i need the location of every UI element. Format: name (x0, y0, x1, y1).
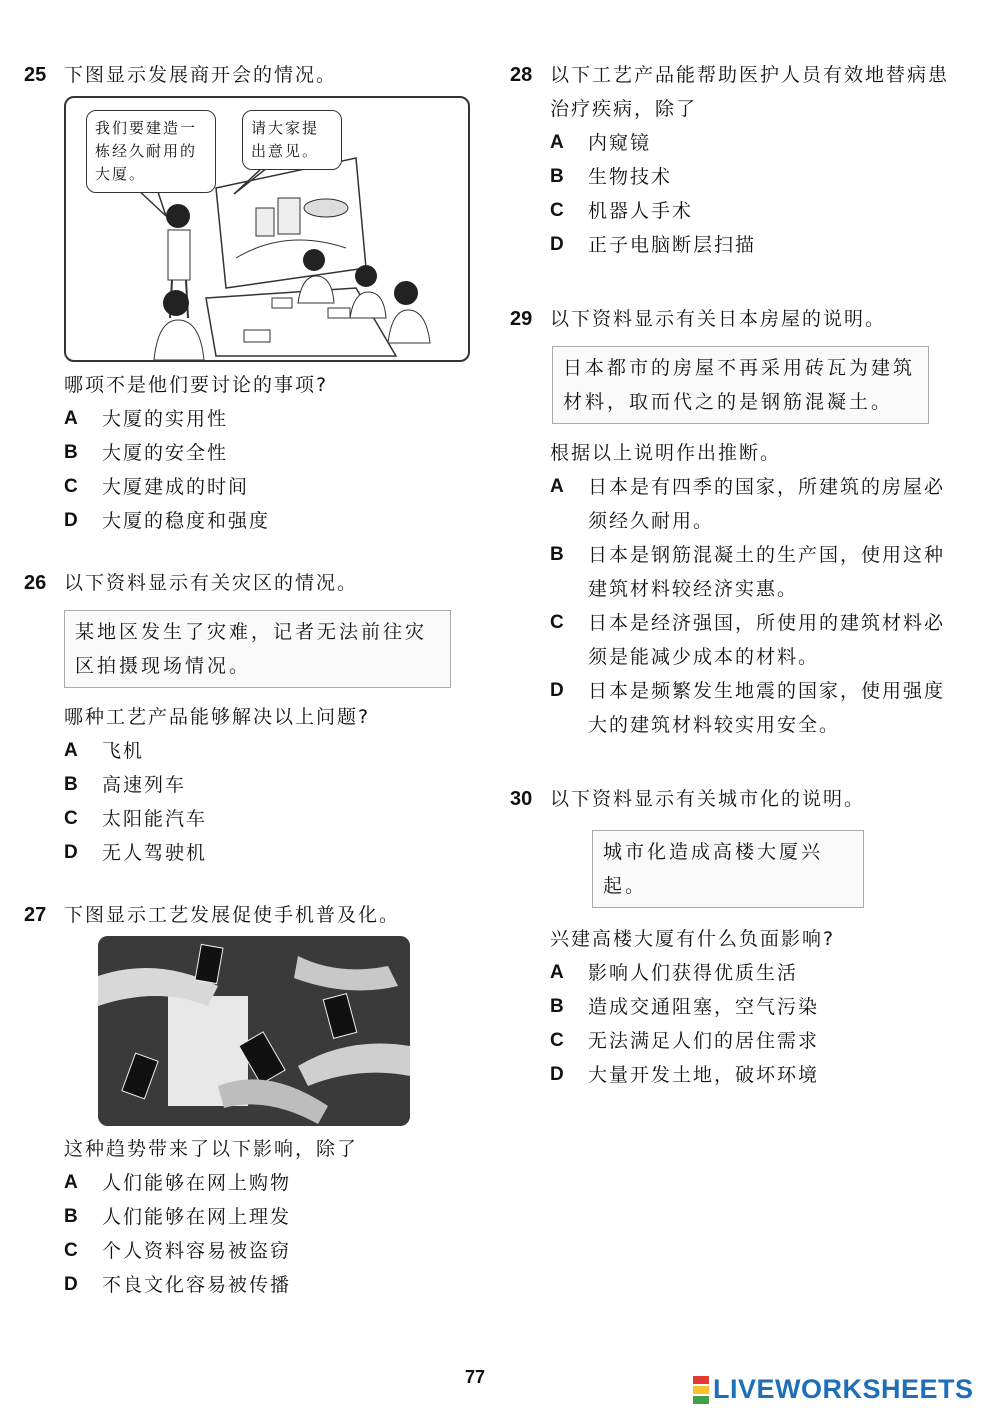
option-letter: C (64, 476, 78, 497)
option-d[interactable] (550, 1058, 950, 1092)
option-letter: A (550, 476, 564, 497)
question-28 (510, 58, 950, 262)
option-text: 不良文化容易被传播 (102, 1274, 292, 1296)
question-number: 27 (24, 904, 47, 926)
option-text: 大厦的安全性 (102, 442, 229, 464)
option-b[interactable] (550, 990, 950, 1024)
option-b[interactable] (64, 768, 464, 802)
question-text: 以下资料显示有关日本房屋的说明。 (550, 308, 887, 330)
option-c[interactable] (64, 470, 464, 504)
option-text: 造成交通阻塞，空气污染 (588, 996, 820, 1018)
question-text: 下图显示工艺发展促使手机普及化。 (64, 904, 401, 926)
option-d[interactable] (64, 1268, 464, 1302)
option-text: 人们能够在网上理发 (102, 1206, 292, 1228)
option-d[interactable] (550, 674, 950, 742)
option-text: 影响人们获得优质生活 (588, 962, 799, 984)
option-text: 大厦的实用性 (102, 408, 229, 430)
option-b[interactable] (64, 1200, 464, 1234)
meeting-illustration (64, 96, 464, 362)
question-prompt: 根据以上说明作出推断。 (550, 442, 782, 464)
page-number: 77 (465, 1367, 486, 1387)
option-a[interactable] (64, 1166, 464, 1200)
option-text: 日本是钢筋混凝土的生产国，使用这种建筑材料较经济实惠。 (588, 544, 946, 600)
option-letter: B (550, 996, 564, 1017)
question-25 (24, 58, 464, 538)
question-number: 25 (24, 64, 47, 86)
question-prompt: 兴建高楼大厦有什么负面影响? (550, 928, 836, 950)
option-text: 无法满足人们的居住需求 (588, 1030, 820, 1052)
option-letter: D (64, 510, 78, 531)
option-text: 正子电脑断层扫描 (588, 234, 757, 256)
option-letter: A (550, 962, 564, 983)
option-text: 大量开发土地，破坏环境 (588, 1064, 820, 1086)
option-text: 内窥镜 (588, 132, 652, 154)
right-column (510, 58, 950, 1110)
left-column (24, 58, 464, 1320)
option-c[interactable] (64, 1234, 464, 1268)
speech-bubble-presenter: 我们要建造一栋经久耐用的大厦。 (86, 110, 216, 193)
option-letter: A (64, 1172, 78, 1193)
option-letter: A (64, 740, 78, 761)
option-c[interactable] (550, 606, 950, 674)
option-c[interactable] (64, 802, 464, 836)
option-letter: A (550, 132, 564, 153)
liveworksheets-logo-icon (693, 1375, 709, 1405)
option-c[interactable] (550, 194, 950, 228)
question-27 (24, 898, 464, 1302)
option-text: 大厦建成的时间 (102, 476, 250, 498)
info-box: 某地区发生了灾难，记者无法前往灾区拍摄现场情况。 (64, 610, 451, 688)
option-text: 大厦的稳度和强度 (102, 510, 271, 532)
option-text: 日本是有四季的国家，所建筑的房屋必须经久耐用。 (588, 476, 946, 532)
option-letter: B (550, 166, 564, 187)
option-letter: D (550, 1064, 564, 1085)
question-number: 30 (510, 788, 533, 810)
option-d[interactable] (64, 504, 464, 538)
question-text: 下图显示发展商开会的情况。 (64, 64, 338, 86)
option-letter: B (64, 1206, 78, 1227)
option-letter: C (550, 200, 564, 221)
option-text: 机器人手术 (588, 200, 694, 222)
option-text: 无人驾驶机 (102, 842, 208, 864)
option-letter: D (550, 680, 564, 701)
option-text: 个人资料容易被盗窃 (102, 1240, 292, 1262)
option-letter: D (64, 1274, 78, 1295)
option-d[interactable] (550, 228, 950, 262)
option-letter: B (64, 774, 78, 795)
question-text: 以下资料显示有关城市化的说明。 (550, 788, 866, 810)
option-letter: C (64, 1240, 78, 1261)
question-26 (24, 566, 464, 870)
question-prompt: 哪种工艺产品能够解决以上问题? (64, 706, 371, 728)
liveworksheets-logo[interactable] (693, 1374, 974, 1405)
question-text: 以下工艺产品能帮助医护人员有效地替病患治疗疾病，除了 (550, 64, 950, 120)
question-number: 28 (510, 64, 533, 86)
option-a[interactable] (64, 402, 464, 436)
option-letter: C (550, 1030, 564, 1051)
option-c[interactable] (550, 1024, 950, 1058)
option-letter: C (550, 612, 564, 633)
option-a[interactable] (550, 956, 950, 990)
option-a[interactable] (550, 470, 950, 538)
brand-name: LIVEWORKSHEETS (713, 1374, 974, 1404)
hands-with-phones-image (98, 936, 410, 1126)
option-a[interactable] (64, 734, 464, 768)
option-text: 飞机 (102, 740, 145, 762)
option-letter: B (550, 544, 564, 565)
info-box: 日本都市的房屋不再采用砖瓦为建筑材料，取而代之的是钢筋混凝土。 (552, 346, 929, 424)
question-prompt: 这种趋势带来了以下影响，除了 (64, 1138, 359, 1160)
question-text: 以下资料显示有关灾区的情况。 (64, 572, 359, 594)
option-text: 高速列车 (102, 774, 187, 796)
option-letter: A (64, 408, 78, 429)
option-b[interactable] (550, 538, 950, 606)
question-30 (510, 782, 950, 1092)
question-prompt: 哪项不是他们要讨论的事项? (64, 374, 329, 396)
option-letter: D (64, 842, 78, 863)
speech-bubble-chair: 请大家提出意见。 (242, 110, 342, 170)
question-number: 26 (24, 572, 47, 594)
question-29 (510, 302, 950, 742)
option-a[interactable] (550, 126, 950, 160)
option-b[interactable] (550, 160, 950, 194)
phones-photo (98, 936, 464, 1126)
info-box: 城市化造成高楼大厦兴起。 (592, 830, 864, 908)
option-letter: D (550, 234, 564, 255)
option-b[interactable] (64, 436, 464, 470)
option-text: 日本是经济强国，所使用的建筑材料必须是能减少成本的材料。 (588, 612, 946, 668)
option-text: 日本是频繁发生地震的国家，使用强度大的建筑材料较实用安全。 (588, 680, 946, 736)
option-d[interactable] (64, 836, 464, 870)
option-letter: B (64, 442, 78, 463)
question-number: 29 (510, 308, 533, 330)
option-text: 人们能够在网上购物 (102, 1172, 292, 1194)
option-letter: C (64, 808, 78, 829)
option-text: 太阳能汽车 (102, 808, 208, 830)
option-text: 生物技术 (588, 166, 673, 188)
